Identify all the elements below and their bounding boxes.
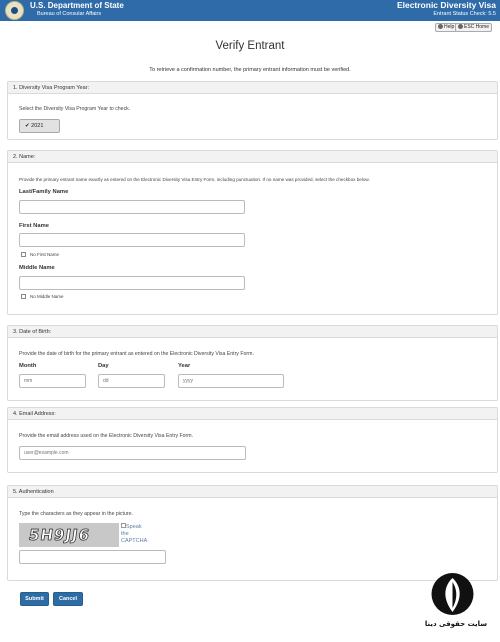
day-label: Day bbox=[98, 363, 109, 369]
cancel-button[interactable]: Cancel bbox=[53, 592, 83, 606]
first-name-input[interactable] bbox=[19, 233, 245, 247]
department-name: U.S. Department of State bbox=[30, 1, 124, 10]
home-icon bbox=[458, 24, 463, 29]
date-of-birth-panel bbox=[7, 325, 498, 401]
page-intro: To retrieve a confirmation number, the primary entrant information must be verified. bbox=[149, 67, 351, 73]
captcha-input[interactable] bbox=[19, 550, 166, 564]
app-title: Electronic Diversity Visa bbox=[396, 0, 496, 10]
email-instruction: Provide the email address used on the Electronic Diversity Visa Entry Form. bbox=[19, 433, 194, 439]
middle-name-label: Middle Name bbox=[19, 265, 55, 271]
last-name-input[interactable] bbox=[19, 200, 245, 214]
name-instruction: Provide the primary entrant name exactly as entered on the Electronic Diversity Visa Entry Form, including punctuation. If no name was provided, select the checkbox below. bbox=[19, 177, 370, 182]
help-icon bbox=[438, 24, 443, 29]
email-input[interactable] bbox=[19, 446, 246, 460]
esc-home-button[interactable]: ESC Home bbox=[455, 23, 492, 32]
year-input[interactable] bbox=[178, 374, 284, 388]
page-title: Verify Entrant bbox=[215, 40, 285, 52]
email-heading: 4. Email Address: bbox=[8, 408, 497, 420]
program-year-heading: 1. Diversity Visa Program Year: bbox=[8, 82, 497, 94]
middle-name-input[interactable] bbox=[19, 276, 245, 290]
authentication-instruction: Type the characters as they appear in the picture. bbox=[19, 511, 133, 517]
no-middle-name-label: No Middle Name bbox=[30, 294, 64, 299]
department-seal-icon bbox=[5, 1, 24, 20]
no-first-name-label: No First Name bbox=[30, 252, 60, 257]
month-label: Month bbox=[19, 363, 37, 369]
submit-button[interactable]: Submit bbox=[20, 592, 49, 606]
check-icon: ✔ bbox=[25, 123, 30, 129]
watermark-logo-icon bbox=[430, 572, 475, 622]
program-year-instruction: Select the Diversity Visa Program Year to check. bbox=[19, 106, 131, 112]
month-input[interactable] bbox=[19, 374, 86, 388]
day-input[interactable] bbox=[98, 374, 165, 388]
first-name-label: First Name bbox=[19, 223, 49, 229]
bureau-name: Bureau of Consular Affairs bbox=[37, 11, 102, 17]
header-bar bbox=[0, 0, 500, 21]
app-version: Entrant Status Check: 5.5 bbox=[433, 11, 496, 17]
captcha-image bbox=[19, 523, 119, 547]
name-heading: 2. Name: bbox=[8, 151, 497, 163]
year-2021-button[interactable]: ✔ 2021 bbox=[19, 119, 60, 133]
year-label: Year bbox=[178, 363, 191, 369]
no-middle-name-checkbox[interactable] bbox=[21, 294, 26, 299]
help-button[interactable]: Help bbox=[435, 23, 457, 32]
captcha-characters: 5H9JJ6 bbox=[27, 526, 92, 544]
email-panel bbox=[7, 407, 498, 473]
date-of-birth-heading: 3. Date of Birth: bbox=[8, 326, 497, 338]
speak-captcha-link[interactable]: Speak the CAPTCHA bbox=[121, 524, 148, 544]
last-name-label: Last/Family Name bbox=[19, 189, 69, 195]
date-of-birth-instruction: Provide the date of birth for the primary entrant as entered on the Electronic Diversity Visa Entry Form. bbox=[19, 351, 254, 357]
no-first-name-checkbox[interactable] bbox=[21, 252, 26, 257]
watermark-text: سایت حقوقی دینا bbox=[424, 620, 488, 628]
authentication-heading: 5. Authentication bbox=[8, 486, 497, 498]
